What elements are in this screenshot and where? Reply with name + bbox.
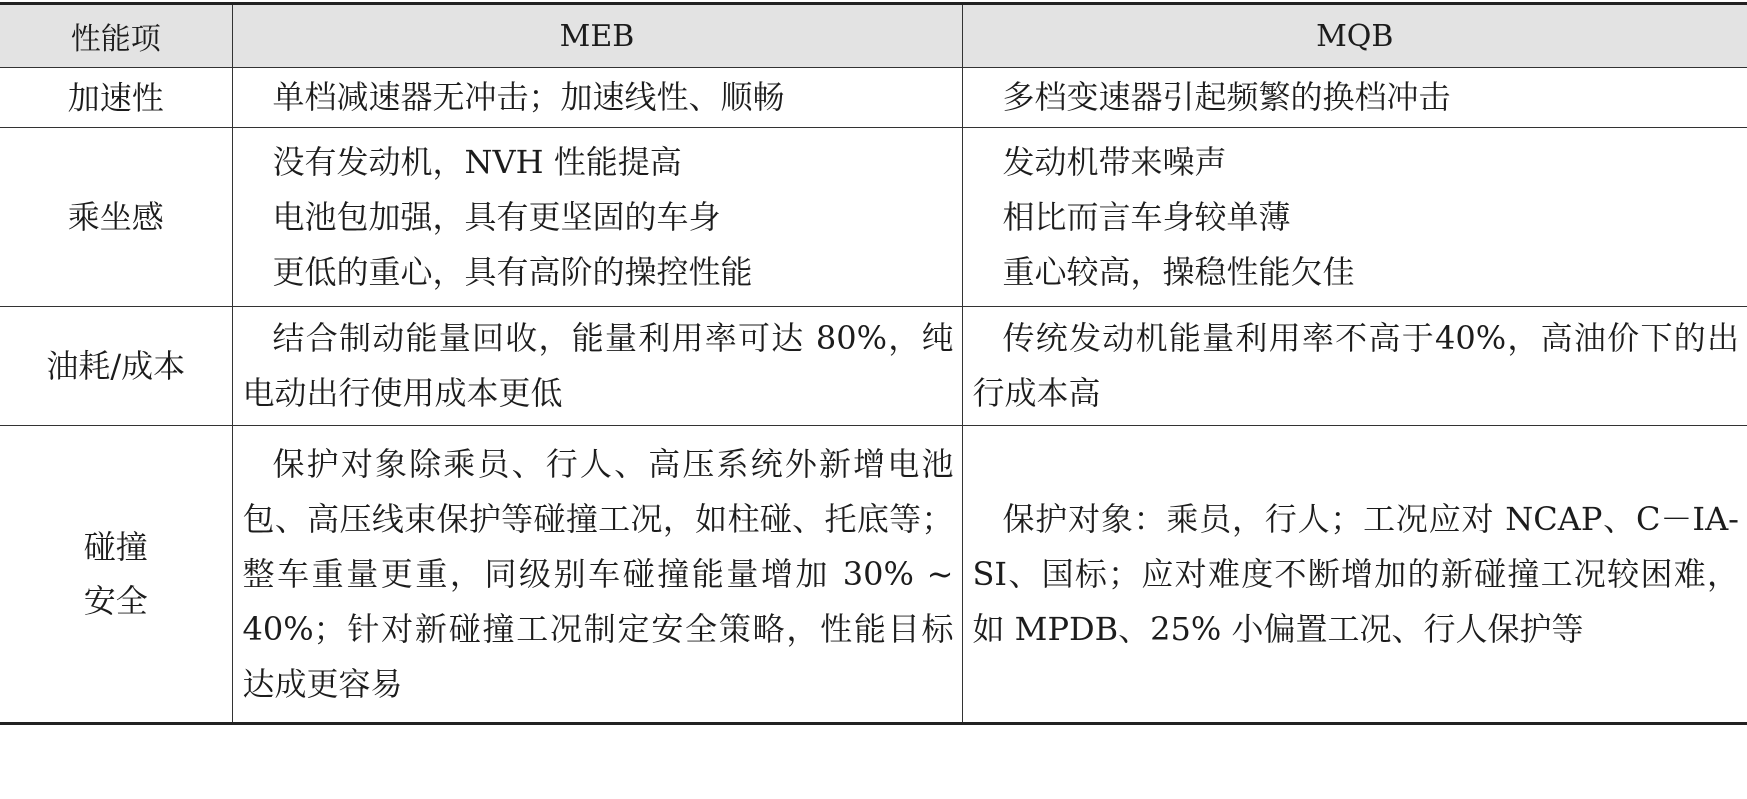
header-mqb: MQB [962, 4, 1747, 68]
meb-cell [232, 307, 962, 426]
header-meb: MEB [232, 4, 962, 68]
mqb-cell [962, 68, 1747, 128]
table-header-row [0, 4, 1747, 68]
comparison-table [0, 2, 1747, 725]
table-row-crash-safety [0, 426, 1747, 724]
mqb-text: 发动机带来噪声 [1002, 142, 1227, 181]
table-row-acceleration [0, 68, 1747, 128]
meb-text: 单档减速器无冲击；加速线性、顺畅 [272, 78, 785, 116]
meb-text: 没有发动机，NVH 性能提高 [272, 142, 682, 181]
row-label [0, 426, 232, 724]
mqb-text: 保护对象：乘员，行人；工况应对 NCAP、C－IA-SI、国标；应对难度不断增加的新碰撞工况较困难，如 MPDB、25% 小偏置工况、行人保护等 [972, 499, 1739, 648]
row-label-line: 安全 [83, 582, 148, 620]
meb-cell [232, 68, 962, 128]
meb-cell [232, 128, 962, 307]
meb-text: 保护对象除乘员、行人、高压系统外新增电池包、高压线束保护等碰撞工况，如柱碰、托底等；整车重量更重，同级别车碰撞能量增加 30% ~ 40%；针对新碰撞工况制定安全策略，性能目标达成更容易 [242, 444, 954, 703]
mqb-cell [962, 128, 1747, 307]
mqb-text: 相比而言车身较单薄 [1002, 197, 1291, 236]
mqb-text: 重心较高，操稳性能欠佳 [1002, 252, 1355, 291]
meb-text: 更低的重心，具有高阶的操控性能 [272, 252, 753, 291]
table-row-fuel-cost [0, 307, 1747, 426]
header-performance-item: 性能项 [0, 4, 232, 68]
meb-text: 电池包加强，具有更坚固的车身 [272, 197, 721, 236]
mqb-cell [962, 307, 1747, 426]
row-label: 油耗/成本 [0, 307, 232, 426]
row-label-line: 碰撞 [83, 528, 148, 566]
meb-cell [232, 426, 962, 724]
row-label: 加速性 [0, 68, 232, 128]
mqb-text: 传统发动机能量利用率不高于40%，高油价下的出行成本高 [972, 319, 1739, 412]
mqb-text: 多档变速器引起频繁的换档冲击 [1002, 78, 1451, 116]
mqb-cell [962, 426, 1747, 724]
table-row-ride-comfort [0, 128, 1747, 307]
row-label: 乘坐感 [0, 128, 232, 307]
meb-text: 结合制动能量回收，能量利用率可达 80%，纯电动出行使用成本更低 [242, 319, 954, 412]
